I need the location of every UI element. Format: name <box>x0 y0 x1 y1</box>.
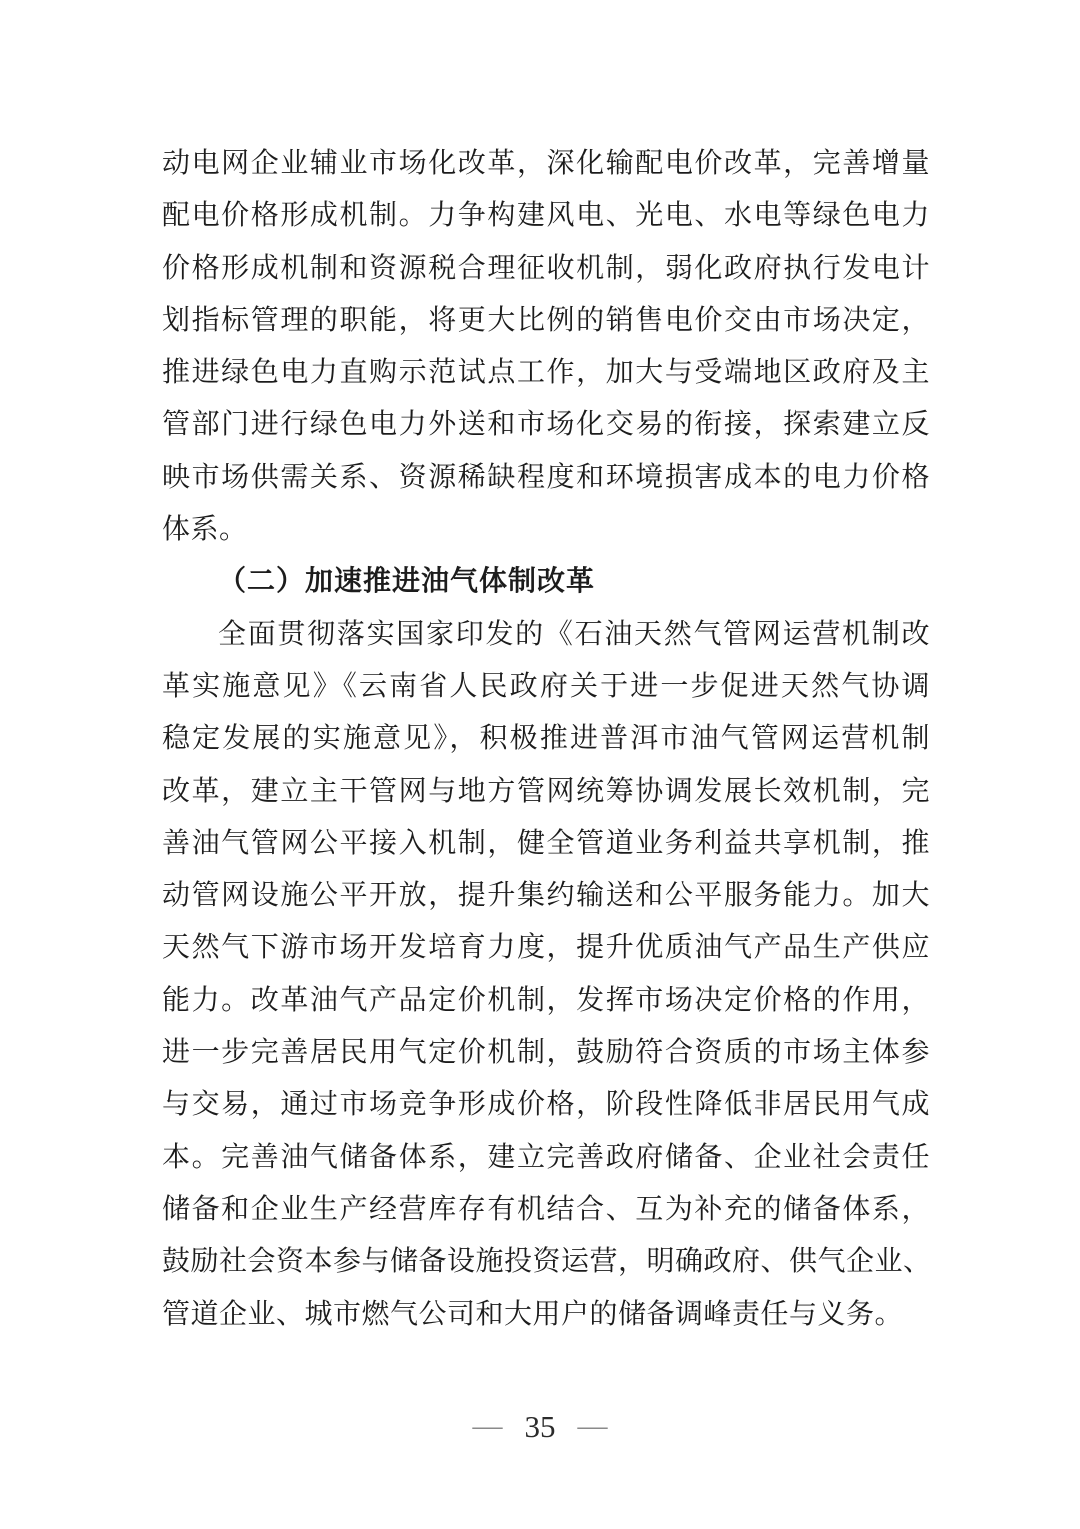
paragraph-oil-gas-reform <box>162 609 930 1341</box>
paragraph-electric-power-reform <box>162 138 930 556</box>
text-line: 与交易，通过市场竞争形成价格，阶段性降低非居民用气成 <box>162 1089 930 1121</box>
text-line: 本。完善油气储备体系，建立完善政府储备、企业社会责任 <box>162 1141 930 1173</box>
text-line: 管部门进行绿色电力外送和市场化交易的衔接，探索建立反 <box>162 409 930 441</box>
text-line: 革实施意见》《云南省人民政府关于进一步促进天然气协调 <box>162 670 930 702</box>
text-line: 改革，建立主干管网与地方管网统筹协调发展长效机制，完 <box>162 775 930 807</box>
text-line: 全面贯彻落实国家印发的《石油天然气管网运营机制改 <box>218 618 930 650</box>
footer-dash-right: — <box>577 1409 608 1442</box>
text-line: 体系。 <box>162 514 248 546</box>
text-line: 能力。改革油气产品定价机制，发挥市场决定价格的作用， <box>162 984 930 1016</box>
document-body <box>162 138 930 1341</box>
text-line: 推进绿色电力直购示范试点工作，加大与受端地区政府及主 <box>162 357 930 389</box>
text-line: 管道企业、城市燃气公司和大用户的储备调峰责任与义务。 <box>162 1298 904 1330</box>
text-line: 价格形成机制和资源税合理征收机制，弱化政府执行发电计 <box>162 252 930 284</box>
text-line: 储备和企业生产经营库存有机结合、互为补充的储备体系， <box>162 1193 930 1225</box>
text-line: 划指标管理的职能，将更大比例的销售电价交由市场决定， <box>162 304 930 336</box>
page-footer <box>0 1405 1080 1450</box>
text-line: 映市场供需关系、资源稀缺程度和环境损害成本的电力价格 <box>162 461 930 493</box>
section-heading: （二）加速推进油气体制改革 <box>218 566 596 598</box>
text-line: 稳定发展的实施意见》，积极推进普洱市油气管网运营机制 <box>162 723 930 755</box>
text-line: 善油气管网公平接入机制，健全管道业务利益共享机制，推 <box>162 827 930 859</box>
page-number: 35 <box>524 1409 556 1444</box>
text-line: 鼓励社会资本参与储备设施投资运营，明确政府、供气企业、 <box>162 1246 932 1278</box>
text-line: 动电网企业辅业市场化改革，深化输配电价改革，完善增量 <box>162 148 930 179</box>
text-line: 进一步完善居民用气定价机制，鼓励符合资质的市场主体参 <box>162 1037 930 1069</box>
text-line: 配电价格形成机制。力争构建风电、光电、水电等绿色电力 <box>162 200 930 232</box>
text-line: 动管网设施公平开放，提升集约输送和公平服务能力。加大 <box>162 880 930 912</box>
footer-dash-left: — <box>472 1409 503 1442</box>
text-line: 天然气下游市场开发培育力度，提升优质油气产品生产供应 <box>162 932 930 964</box>
